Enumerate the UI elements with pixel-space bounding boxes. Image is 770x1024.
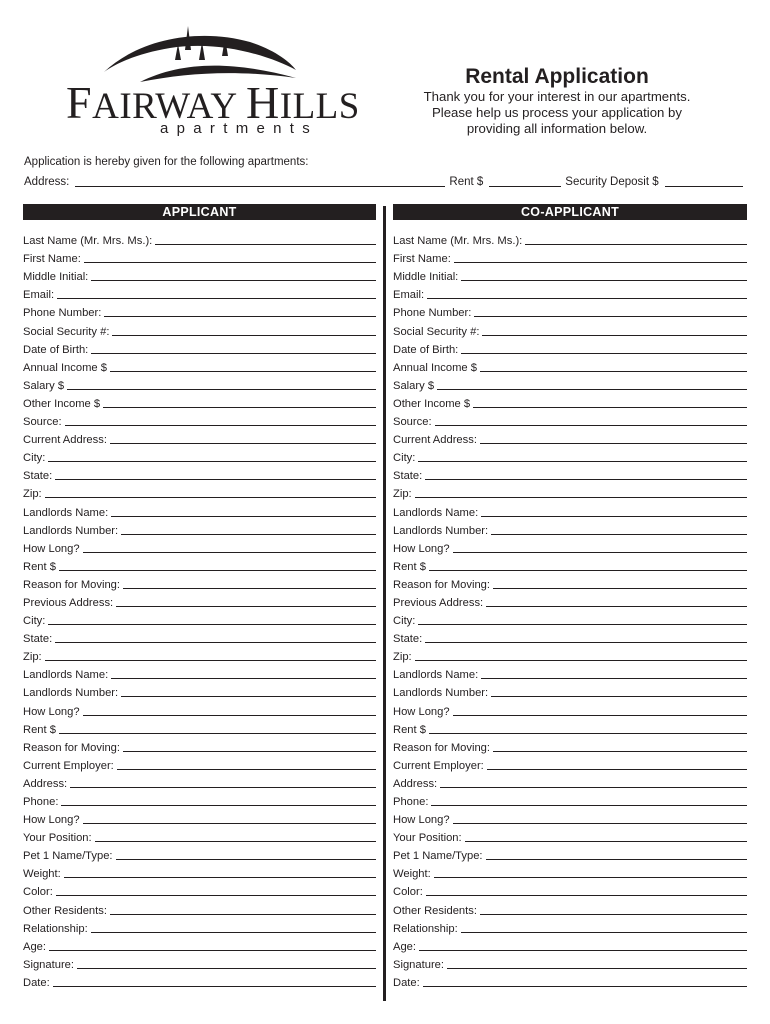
co-applicant-field-label: Other Residents: <box>393 904 477 917</box>
applicant-field-input[interactable] <box>110 904 376 915</box>
applicant-field-input[interactable] <box>116 849 376 860</box>
apartment-row <box>24 174 747 188</box>
co-applicant-field-label: Other Income $ <box>393 397 471 410</box>
applicant-field-row <box>23 266 376 284</box>
applicant-field-label: Reason for Moving: <box>23 578 121 591</box>
co-applicant-field-input[interactable] <box>480 433 747 444</box>
applicant-field-row <box>23 411 376 429</box>
applicant-field-input[interactable] <box>95 831 376 842</box>
applicant-field-row <box>23 538 376 556</box>
co-applicant-field-row <box>393 737 747 755</box>
co-applicant-field-label: City: <box>393 615 416 628</box>
applicant-field-label: Other Income $ <box>23 397 101 410</box>
co-applicant-field-label: Email: <box>393 289 425 302</box>
co-applicant-field-label: Current Employer: <box>393 759 484 772</box>
co-applicant-header: CO-APPLICANT <box>393 204 747 220</box>
applicant-field-label: Current Employer: <box>23 759 114 772</box>
applicant-field-label: City: <box>23 452 46 465</box>
applicant-field-input[interactable] <box>112 325 376 336</box>
applicant-field-input[interactable] <box>55 632 376 643</box>
co-applicant-field-input[interactable] <box>461 922 747 933</box>
intro-line-1: Thank you for your interest in our apartments. <box>423 89 691 104</box>
applicant-field-input[interactable] <box>123 741 376 752</box>
brand-subtitle: apartments <box>160 120 319 137</box>
co-applicant-field-row <box>393 700 747 718</box>
applicant-field-row <box>23 954 376 972</box>
applicant-field-label: Date of Birth: <box>23 343 89 356</box>
applicant-field-input[interactable] <box>48 451 376 462</box>
co-applicant-field-input[interactable] <box>480 361 747 372</box>
co-applicant-field-input[interactable] <box>454 252 747 263</box>
applicant-field-label: Annual Income $ <box>23 361 107 374</box>
co-applicant-field-input[interactable] <box>440 777 747 788</box>
co-applicant-field-label: Rent $ <box>393 723 426 736</box>
co-applicant-field-row <box>393 881 747 899</box>
co-applicant-field-input[interactable] <box>493 741 747 752</box>
applicant-field-input[interactable] <box>56 885 376 896</box>
applicant-field-label: City: <box>23 615 46 628</box>
applicant-field-input[interactable] <box>48 614 376 625</box>
co-applicant-field-label: City: <box>393 452 416 465</box>
applicant-field-input[interactable] <box>65 415 376 426</box>
co-applicant-field-label: Address: <box>393 777 438 790</box>
applicant-field-input[interactable] <box>59 723 376 734</box>
co-applicant-field-row <box>393 520 747 538</box>
co-applicant-field-input[interactable] <box>486 849 747 860</box>
applicant-field-input[interactable] <box>121 686 376 697</box>
applicant-field-row <box>23 863 376 881</box>
co-applicant-field-row <box>393 719 747 737</box>
applicant-field-label: Landlords Name: <box>23 669 109 682</box>
co-applicant-field-input[interactable] <box>482 325 747 336</box>
co-applicant-field-input[interactable] <box>453 542 747 553</box>
applicant-field-row <box>23 682 376 700</box>
applicant-field-row <box>23 429 376 447</box>
co-applicant-field-input[interactable] <box>493 578 747 589</box>
co-applicant-field-row <box>393 501 747 519</box>
co-applicant-field-row <box>393 646 747 664</box>
co-applicant-field-row <box>393 284 747 302</box>
co-applicant-field-input[interactable] <box>437 379 747 390</box>
applicant-field-row <box>23 755 376 773</box>
applicant-field-row <box>23 628 376 646</box>
applicant-field-row <box>23 447 376 465</box>
co-applicant-field-row <box>393 357 747 375</box>
co-applicant-field-input[interactable] <box>481 506 747 517</box>
co-applicant-field-row <box>393 411 747 429</box>
applicant-field-row <box>23 501 376 519</box>
co-applicant-field-label: Color: <box>393 886 423 899</box>
co-applicant-field-row <box>393 827 747 845</box>
co-applicant-field-row <box>393 610 747 628</box>
co-applicant-field-row <box>393 230 747 248</box>
applicant-field-row <box>23 899 376 917</box>
co-applicant-field-row <box>393 339 747 357</box>
rent-label: Rent $ <box>449 176 484 188</box>
co-applicant-field-label: Phone Number: <box>393 307 472 320</box>
applicant-field-row <box>23 646 376 664</box>
co-applicant-section <box>393 204 747 990</box>
applicant-field-input[interactable] <box>91 343 376 354</box>
co-applicant-field-input[interactable] <box>453 705 747 716</box>
co-applicant-field-input[interactable] <box>431 795 747 806</box>
applicant-field-label: First Name: <box>23 253 81 266</box>
applicant-field-input[interactable] <box>155 234 376 245</box>
applicant-field-input[interactable] <box>70 777 376 788</box>
co-applicant-field-label: How Long? <box>393 814 450 827</box>
applicant-field-row <box>23 809 376 827</box>
co-applicant-field-row <box>393 248 747 266</box>
applicant-field-row <box>23 284 376 302</box>
co-applicant-field-input[interactable] <box>415 487 747 498</box>
applicant-field-label: How Long? <box>23 814 80 827</box>
applicant-field-row <box>23 520 376 538</box>
co-applicant-field-label: Your Position: <box>393 832 462 845</box>
applicant-field-row <box>23 574 376 592</box>
applicant-field-row <box>23 483 376 501</box>
applicant-field-input[interactable] <box>55 469 376 480</box>
co-applicant-field-input[interactable] <box>486 596 747 607</box>
applicant-field-label: Your Position: <box>23 832 92 845</box>
applicant-field-row <box>23 320 376 338</box>
applicant-field-label: Relationship: <box>23 922 88 935</box>
applicant-field-input[interactable] <box>49 940 376 951</box>
co-applicant-field-row <box>393 972 747 990</box>
co-applicant-field-input[interactable] <box>491 686 747 697</box>
co-applicant-field-label: Middle Initial: <box>393 271 459 284</box>
applicant-field-input[interactable] <box>91 270 376 281</box>
co-applicant-field-row <box>393 556 747 574</box>
co-applicant-field-row <box>393 538 747 556</box>
applicant-field-label: Zip: <box>23 488 42 501</box>
applicant-field-input[interactable] <box>83 705 376 716</box>
applicant-field-input[interactable] <box>57 288 376 299</box>
address-field[interactable] <box>75 175 445 187</box>
applicant-section <box>23 204 376 990</box>
co-applicant-field-label: Age: <box>393 940 417 953</box>
applicant-field-row <box>23 302 376 320</box>
co-applicant-field-input[interactable] <box>415 650 747 661</box>
applicant-field-label: How Long? <box>23 705 80 718</box>
co-applicant-field-label: Last Name (Mr. Mrs. Ms.): <box>393 235 523 248</box>
co-applicant-field-row <box>393 845 747 863</box>
applicant-field-label: Pet 1 Name/Type: <box>23 850 113 863</box>
applicant-field-row <box>23 719 376 737</box>
applicant-field-label: Age: <box>23 940 47 953</box>
co-applicant-field-input[interactable] <box>418 451 747 462</box>
applicant-field-input[interactable] <box>111 668 376 679</box>
co-applicant-field-input[interactable] <box>474 306 747 317</box>
co-applicant-field-row <box>393 375 747 393</box>
co-applicant-field-input[interactable] <box>435 415 747 426</box>
co-applicant-field-row <box>393 936 747 954</box>
co-applicant-field-row <box>393 809 747 827</box>
applicant-field-label: Middle Initial: <box>23 271 89 284</box>
co-applicant-field-row <box>393 393 747 411</box>
co-applicant-field-row <box>393 755 747 773</box>
co-applicant-field-label: Weight: <box>393 868 431 881</box>
co-applicant-field-input[interactable] <box>425 469 747 480</box>
co-applicant-field-input[interactable] <box>429 723 747 734</box>
co-applicant-field-label: State: <box>393 633 423 646</box>
intro-line-2: Please help us process your application by <box>432 105 682 120</box>
co-applicant-field-label: First Name: <box>393 253 451 266</box>
applicant-field-label: Address: <box>23 777 68 790</box>
co-applicant-field-input[interactable] <box>480 904 747 915</box>
applicant-field-input[interactable] <box>77 958 376 969</box>
co-applicant-field-input[interactable] <box>473 397 747 408</box>
applicant-field-label: Weight: <box>23 868 61 881</box>
co-applicant-field-label: Date of Birth: <box>393 343 459 356</box>
applicant-field-input[interactable] <box>91 922 376 933</box>
co-applicant-field-label: How Long? <box>393 542 450 555</box>
applicant-field-row <box>23 592 376 610</box>
security-deposit-field[interactable] <box>665 175 743 187</box>
co-applicant-field-label: Rent $ <box>393 560 426 573</box>
applicant-field-input[interactable] <box>59 560 376 571</box>
applicant-field-row <box>23 845 376 863</box>
applicant-field-label: Phone Number: <box>23 307 102 320</box>
co-applicant-field-label: Reason for Moving: <box>393 578 491 591</box>
co-applicant-field-input[interactable] <box>461 270 747 281</box>
applicant-field-input[interactable] <box>111 506 376 517</box>
co-applicant-field-label: Date: <box>393 976 420 989</box>
applicant-field-label: Salary $ <box>23 379 65 392</box>
applicant-field-label: Previous Address: <box>23 596 114 609</box>
intro-line-3: providing all information below. <box>466 121 648 136</box>
applicant-field-label: Source: <box>23 416 62 429</box>
co-applicant-field-label: Relationship: <box>393 922 458 935</box>
applicant-field-row <box>23 339 376 357</box>
co-applicant-field-label: Landlords Name: <box>393 669 479 682</box>
applicant-header: APPLICANT <box>23 204 376 220</box>
applicant-field-input[interactable] <box>45 650 376 661</box>
page-title: Rental Application <box>465 65 649 88</box>
applicant-field-input[interactable] <box>45 487 376 498</box>
applicant-field-row <box>23 700 376 718</box>
applicant-field-label: Last Name (Mr. Mrs. Ms.): <box>23 235 153 248</box>
applicant-field-row <box>23 791 376 809</box>
applicant-field-row <box>23 737 376 755</box>
applicant-field-label: State: <box>23 470 53 483</box>
co-applicant-field-label: State: <box>393 470 423 483</box>
co-applicant-field-row <box>393 918 747 936</box>
applicant-field-row <box>23 972 376 990</box>
co-applicant-field-row <box>393 664 747 682</box>
applicant-field-row <box>23 230 376 248</box>
applicant-field-label: Zip: <box>23 651 42 664</box>
applicant-field-input[interactable] <box>117 759 376 770</box>
co-applicant-field-input[interactable] <box>461 343 747 354</box>
applicant-field-input[interactable] <box>84 252 376 263</box>
applicant-field-row <box>23 918 376 936</box>
address-label: Address: <box>24 176 70 188</box>
co-applicant-field-row <box>393 429 747 447</box>
co-applicant-field-label: Landlords Number: <box>393 524 489 537</box>
applicant-field-label: Social Security #: <box>23 325 110 338</box>
co-applicant-field-input[interactable] <box>425 632 747 643</box>
co-applicant-field-input[interactable] <box>418 614 747 625</box>
applicant-field-row <box>23 393 376 411</box>
co-applicant-field-label: Reason for Moving: <box>393 741 491 754</box>
applicant-fields <box>23 230 376 990</box>
applicant-field-label: Reason for Moving: <box>23 741 121 754</box>
co-applicant-field-label: Current Address: <box>393 434 477 447</box>
co-applicant-field-label: Landlords Number: <box>393 687 489 700</box>
applicant-field-input[interactable] <box>83 813 376 824</box>
applicant-field-row <box>23 248 376 266</box>
co-applicant-field-label: Landlords Name: <box>393 506 479 519</box>
co-applicant-field-label: Previous Address: <box>393 596 484 609</box>
applicant-field-input[interactable] <box>116 596 376 607</box>
applicant-field-input[interactable] <box>64 867 376 878</box>
applicant-field-input[interactable] <box>104 306 376 317</box>
co-applicant-field-row <box>393 791 747 809</box>
applicant-field-row <box>23 556 376 574</box>
co-applicant-field-row <box>393 266 747 284</box>
co-applicant-field-label: Phone: <box>393 796 429 808</box>
brand-name: FAIRWAY HILLS <box>66 77 360 128</box>
applicant-field-label: Landlords Name: <box>23 506 109 519</box>
co-applicant-field-row <box>393 592 747 610</box>
fairway-hills-logo <box>62 18 360 143</box>
applicant-field-input[interactable] <box>110 361 376 372</box>
co-applicant-field-row <box>393 682 747 700</box>
co-applicant-field-input[interactable] <box>491 524 747 535</box>
co-applicant-field-input[interactable] <box>426 885 747 896</box>
applicant-field-input[interactable] <box>121 524 376 535</box>
applicant-field-row <box>23 664 376 682</box>
co-applicant-field-row <box>393 628 747 646</box>
applicant-field-label: Rent $ <box>23 723 56 736</box>
co-applicant-field-input[interactable] <box>465 831 747 842</box>
applicant-field-label: State: <box>23 633 53 646</box>
column-divider <box>383 206 386 1001</box>
applicant-field-input[interactable] <box>83 542 376 553</box>
applicant-field-input[interactable] <box>103 397 376 408</box>
co-applicant-field-input[interactable] <box>434 867 747 878</box>
co-applicant-field-row <box>393 447 747 465</box>
applicant-field-label: Rent $ <box>23 560 56 573</box>
applicant-field-row <box>23 881 376 899</box>
co-applicant-field-input[interactable] <box>525 234 747 245</box>
applicant-field-row <box>23 357 376 375</box>
applicant-field-row <box>23 610 376 628</box>
co-applicant-field-label: Pet 1 Name/Type: <box>393 850 483 863</box>
applicant-field-label: Landlords Number: <box>23 687 119 700</box>
co-applicant-fields <box>393 230 747 990</box>
co-applicant-field-row <box>393 773 747 791</box>
co-applicant-field-row <box>393 574 747 592</box>
applicant-field-label: How Long? <box>23 542 80 555</box>
applicant-field-input[interactable] <box>67 379 376 390</box>
applicant-field-row <box>23 375 376 393</box>
co-applicant-field-input[interactable] <box>447 958 747 969</box>
co-applicant-field-row <box>393 954 747 972</box>
co-applicant-field-input[interactable] <box>481 668 747 679</box>
applicant-field-label: Landlords Number: <box>23 524 119 537</box>
co-applicant-field-row <box>393 863 747 881</box>
applicant-field-input[interactable] <box>123 578 376 589</box>
applicant-field-input[interactable] <box>110 433 376 444</box>
security-deposit-label: Security Deposit $ <box>565 176 659 188</box>
co-applicant-field-label: Source: <box>393 416 432 429</box>
applicant-field-row <box>23 465 376 483</box>
co-applicant-field-label: How Long? <box>393 705 450 718</box>
co-applicant-field-input[interactable] <box>419 940 747 951</box>
co-applicant-field-label: Signature: <box>393 958 444 971</box>
co-applicant-field-input[interactable] <box>453 813 747 824</box>
co-applicant-field-row <box>393 899 747 917</box>
co-applicant-field-input[interactable] <box>427 288 747 299</box>
co-applicant-field-row <box>393 320 747 338</box>
co-applicant-field-input[interactable] <box>429 560 747 571</box>
header-block <box>400 64 714 137</box>
applicant-field-row <box>23 827 376 845</box>
applicant-field-input[interactable] <box>61 795 376 806</box>
co-applicant-field-row <box>393 483 747 501</box>
co-applicant-field-label: Social Security #: <box>393 325 480 338</box>
applicant-field-row <box>23 936 376 954</box>
co-applicant-field-label: Zip: <box>393 488 412 501</box>
applicant-field-label: Email: <box>23 289 55 302</box>
applicant-field-label: Phone: <box>23 796 59 808</box>
rent-field[interactable] <box>489 175 561 187</box>
co-applicant-field-row <box>393 302 747 320</box>
co-applicant-field-label: Zip: <box>393 651 412 664</box>
co-applicant-field-label: Annual Income $ <box>393 361 477 374</box>
co-applicant-field-row <box>393 465 747 483</box>
applicant-field-label: Date: <box>23 976 50 989</box>
applicant-field-label: Other Residents: <box>23 904 107 917</box>
co-applicant-field-input[interactable] <box>423 976 747 987</box>
applicant-field-row <box>23 773 376 791</box>
co-applicant-field-label: Salary $ <box>393 379 435 392</box>
applicant-field-label: Signature: <box>23 958 74 971</box>
applicant-field-label: Current Address: <box>23 434 107 447</box>
co-applicant-field-input[interactable] <box>487 759 747 770</box>
apartment-intro: Application is hereby given for the following apartments: <box>24 156 309 168</box>
applicant-field-input[interactable] <box>53 976 376 987</box>
applicant-field-label: Color: <box>23 886 53 899</box>
